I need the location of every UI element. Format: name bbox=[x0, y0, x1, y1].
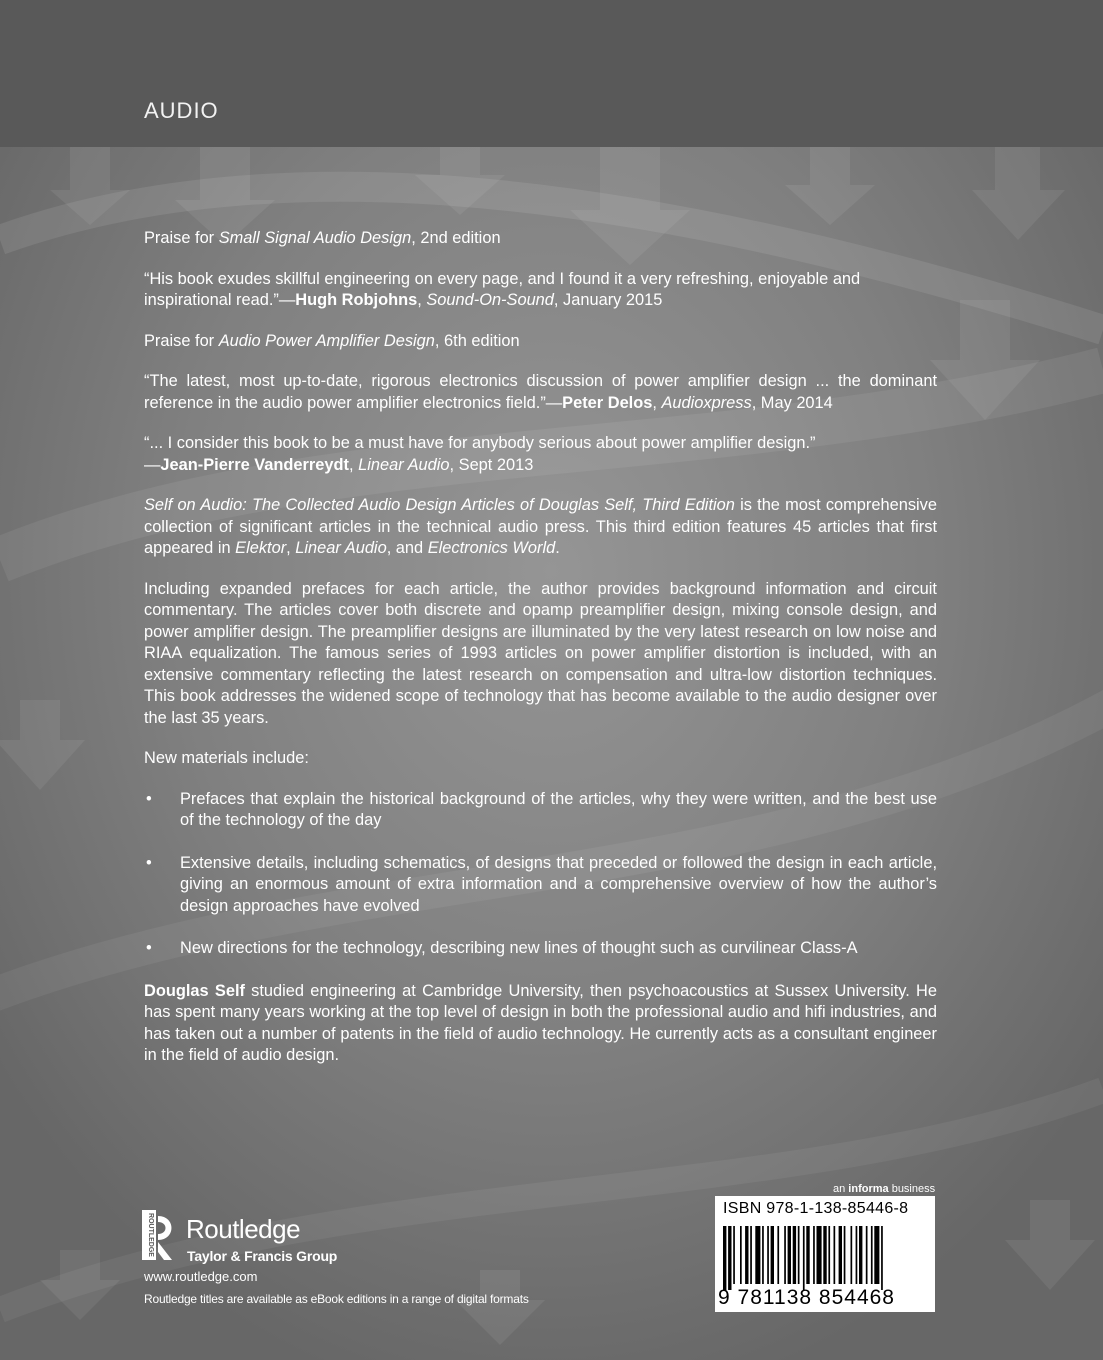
new-materials-list bbox=[144, 789, 937, 960]
bullet-icon: • bbox=[146, 853, 152, 872]
description-paragraph-1: Self on Audio: The Collected Audio Design Articles of Douglas Self, Third Edition is the most comprehensive collection of significant articles in the technical audio press. This third edition features 45 articles that first appeared in Elektor, Linear Audio, and Electronics World. bbox=[144, 496, 937, 557]
isbn-barcode bbox=[715, 1196, 935, 1312]
quote-2: “The latest, most up-to-date, rigorous electronics discussion of power amplifier design ... the dominant reference in the audio power amplifier electronics field.”—Peter Delos, Audioxpress, May 2014 bbox=[144, 372, 937, 412]
barcode-bars bbox=[723, 1226, 927, 1290]
isbn-label: ISBN 978-1-138-85446-8 bbox=[723, 1200, 909, 1217]
quote-2-source: Audioxpress bbox=[661, 393, 752, 412]
quote-3-author: Jean-Pierre Vanderreydt bbox=[160, 455, 349, 474]
back-cover-text bbox=[144, 228, 937, 1086]
bullet-icon: • bbox=[146, 789, 152, 808]
book-title: Self on Audio: The Collected Audio Design Articles of Douglas Self, Third Edition bbox=[144, 496, 735, 514]
svg-text:ROUTLEDGE: ROUTLEDGE bbox=[147, 1213, 154, 1257]
book-title-power-amp: Audio Power Amplifier Design bbox=[218, 331, 435, 350]
praise-intro-1: Praise for Small Signal Audio Design, 2nd edition bbox=[144, 229, 501, 247]
category-label: AUDIO bbox=[144, 98, 219, 123]
quote-2-author: Peter Delos bbox=[562, 393, 653, 412]
list-item: • Extensive details, including schematics, of designs that preceded or followed the design in each article, giving an enormous amount of extra information and a comprehensive overview of how the author’s design approaches have evolved bbox=[146, 853, 937, 915]
description-paragraph-2: Including expanded prefaces for each article, the author provides background information and circuit commentary. The articles cover both discrete and opamp preamplifier design, mixing console design, and power amplifier design. The preamplifier designs are illuminated by the very latest research on low noise and RIAA equalization. The famous series of 1993 articles on power amplifier distortion is included, with an extensive commentary reflecting the latest research on compensation and ultra-low distortion techniques. This book addresses the widened scope of technology that has become available to the audio designer over the last 35 years. bbox=[144, 579, 937, 727]
informa-tagline: an informa business bbox=[833, 1183, 936, 1195]
praise-intro-2: Praise for Audio Power Amplifier Design, 6th edition bbox=[144, 331, 520, 350]
publisher-group: Taylor & Francis Group bbox=[187, 1248, 338, 1264]
quote-3: “... I consider this book to be a must have for anybody serious about power amplifier design.” —Jean-Pierre Vanderreydt, Linear Audio, Sept 2013 bbox=[144, 434, 816, 474]
author-bio: Douglas Self studied engineering at Cambridge University, then psychoacoustics at Sussex University. He has spent many years working at the top level of design in both the professional audio and hifi industries, and has taken out a number of patents in the field of audio technology. He currently acts as a consultant engineer in the field of audio design. bbox=[144, 981, 937, 1064]
quote-1: “His book exudes skillful engineering on every page, and I found it a very refreshing, enjoyable and inspirational read.”—Hugh Robjohns, Sound-On-Sound, January 2015 bbox=[144, 269, 861, 309]
ebook-note: Routledge titles are available as eBook editions in a range of digital formats bbox=[144, 1292, 529, 1306]
publisher-name: Routledge bbox=[186, 1214, 301, 1244]
book-title-small-signal: Small Signal Audio Design bbox=[218, 229, 412, 247]
quote-1-source: Sound-On-Sound bbox=[426, 291, 554, 309]
bullet-icon: • bbox=[146, 939, 152, 957]
list-item: • New directions for the technology, describing new lines of thought such as curvilinear Class-A bbox=[144, 938, 937, 960]
quote-3-source: Linear Audio bbox=[358, 455, 450, 474]
list-item: • Prefaces that explain the historical background of the articles, why they were written, and the best use of the technology of the day bbox=[146, 789, 937, 829]
top-header-bar bbox=[0, 0, 1103, 147]
list-intro: New materials include: bbox=[144, 749, 309, 767]
author-name: Douglas Self bbox=[144, 981, 245, 1000]
quote-1-author: Hugh Robjohns bbox=[295, 291, 418, 309]
publisher-url[interactable]: www.routledge.com bbox=[144, 1269, 258, 1284]
barcode-digits: 9 781138 854468 bbox=[718, 1286, 895, 1309]
routledge-logo-icon bbox=[142, 1210, 176, 1260]
